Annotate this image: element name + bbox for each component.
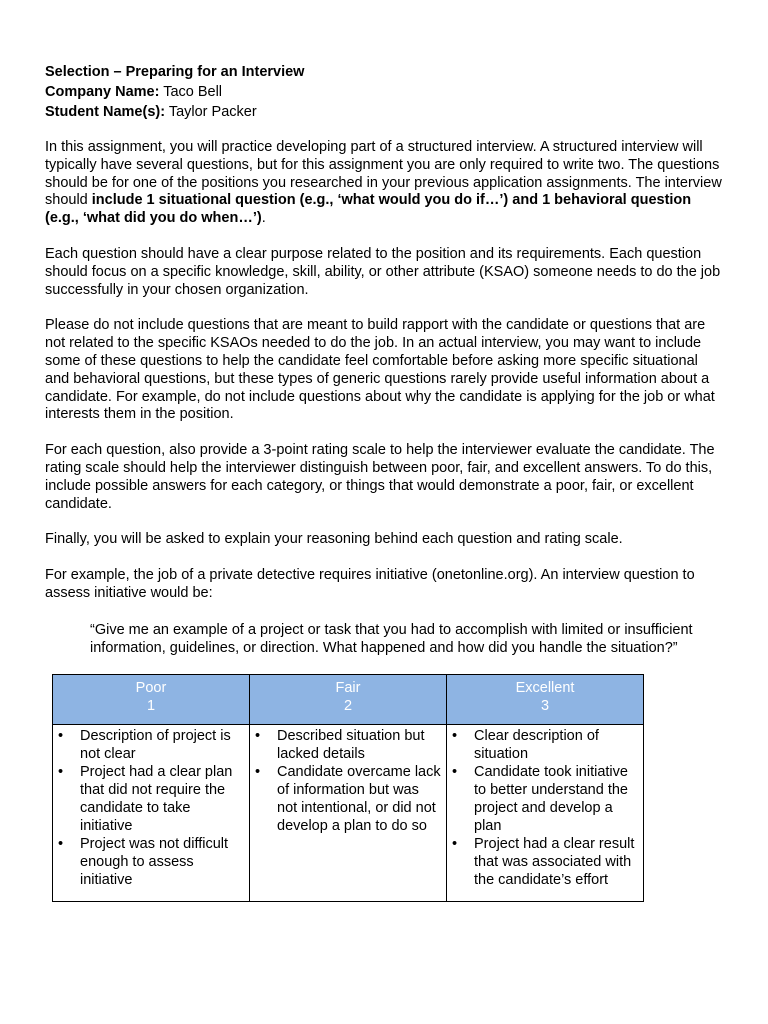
poor-list [56, 727, 246, 889]
poor-cell [53, 725, 250, 902]
list-item: • Described situation but lacked details [253, 727, 443, 763]
document-title: Selection – Preparing for an Interview [45, 64, 305, 80]
header-poor: Poor 1 [53, 675, 250, 725]
company-label: Company Name: [45, 84, 160, 100]
fair-cell [250, 725, 447, 902]
list-item: • Project was not difficult enough to assess initiative [56, 835, 246, 889]
requirement-bold: include 1 situational question (e.g., ‘what would you do if…’) and 1 behavioral question (e.g., ‘what did you do when…’) [45, 192, 692, 227]
student-label: Student Name(s): [45, 104, 166, 120]
reasoning-paragraph: Finally, you will be asked to explain your reasoning behind each question and rating scale. [45, 531, 623, 548]
header-fair: Fair 2 [250, 675, 447, 725]
table-row [53, 725, 644, 902]
rating-scale-table [52, 674, 644, 902]
rapport-paragraph: Please do not include questions that are meant to build rapport with the candidate or questions that are not related to the specific KSAOs needed to do the job. In an actual interview, you may want to include some of these questions to help the candidate feel comfortable before asking more specific situational and behavioral questions, but these types of generic questions rarely provide useful information about a candidate. For example, do not include questions about why the candidate is applying for the job or what interests them in the position. [45, 317, 715, 423]
company-value: Taco Bell [159, 84, 223, 100]
rating-scale-paragraph: For each question, also provide a 3-point rating scale to help the interviewer evaluate the candidate. The rating scale should help the interviewer distinguish between poor, fair, and excellent answers. To do this, include possible answers for each category, or things that would demonstrate a poor, fair, or excellent candidate. [45, 442, 715, 512]
list-item: • Candidate overcame lack of information but was not intentional, or did not develop a plan to do so [253, 763, 443, 835]
student-line [45, 102, 725, 122]
list-item: • Description of project is not clear [56, 727, 246, 763]
purpose-paragraph: Each question should have a clear purpose related to the position and its requirements. Each question should focus on a specific knowledge, skill, ability, or other attribute (KSAO) someone needs to do the job successfully in your chosen organization. [45, 245, 721, 298]
excellent-cell [447, 725, 644, 902]
document-body [45, 62, 725, 676]
fair-list [253, 727, 443, 835]
student-value: Taylor Packer [165, 104, 257, 120]
company-line [45, 82, 725, 102]
list-item: • Clear description of situation [450, 727, 640, 763]
list-item: • Project had a clear plan that did not require the candidate to take initiative [56, 763, 246, 835]
header-excellent: Excellent 3 [447, 675, 644, 725]
example-question-quote: “Give me an example of a project or task that you had to accomplish with limited or insufficient information, guidelines, or direction. What happened and how did you handle the situation?” [90, 621, 693, 657]
example-paragraph: For example, the job of a private detective requires initiative (onetonline.org). An interview question to assess initiative would be: [45, 567, 695, 601]
list-item: • Candidate took initiative to better understand the project and develop a plan [450, 763, 640, 835]
table-header-row [53, 675, 644, 725]
intro-paragraph: In this assignment, you will practice developing part of a structured interview. A structured interview will typically have several questions, but for this assignment you are only required to write two. The questions should be for one of the positions you researched in your previous application assignments. The interview should include 1 situational question (e.g., ‘what would you do if…’) and 1 behavioral question (e.g., ‘what did you do when…’). [45, 139, 722, 227]
excellent-list [450, 727, 640, 889]
list-item: • Project had a clear result that was associated with the candidate’s effort [450, 835, 640, 889]
